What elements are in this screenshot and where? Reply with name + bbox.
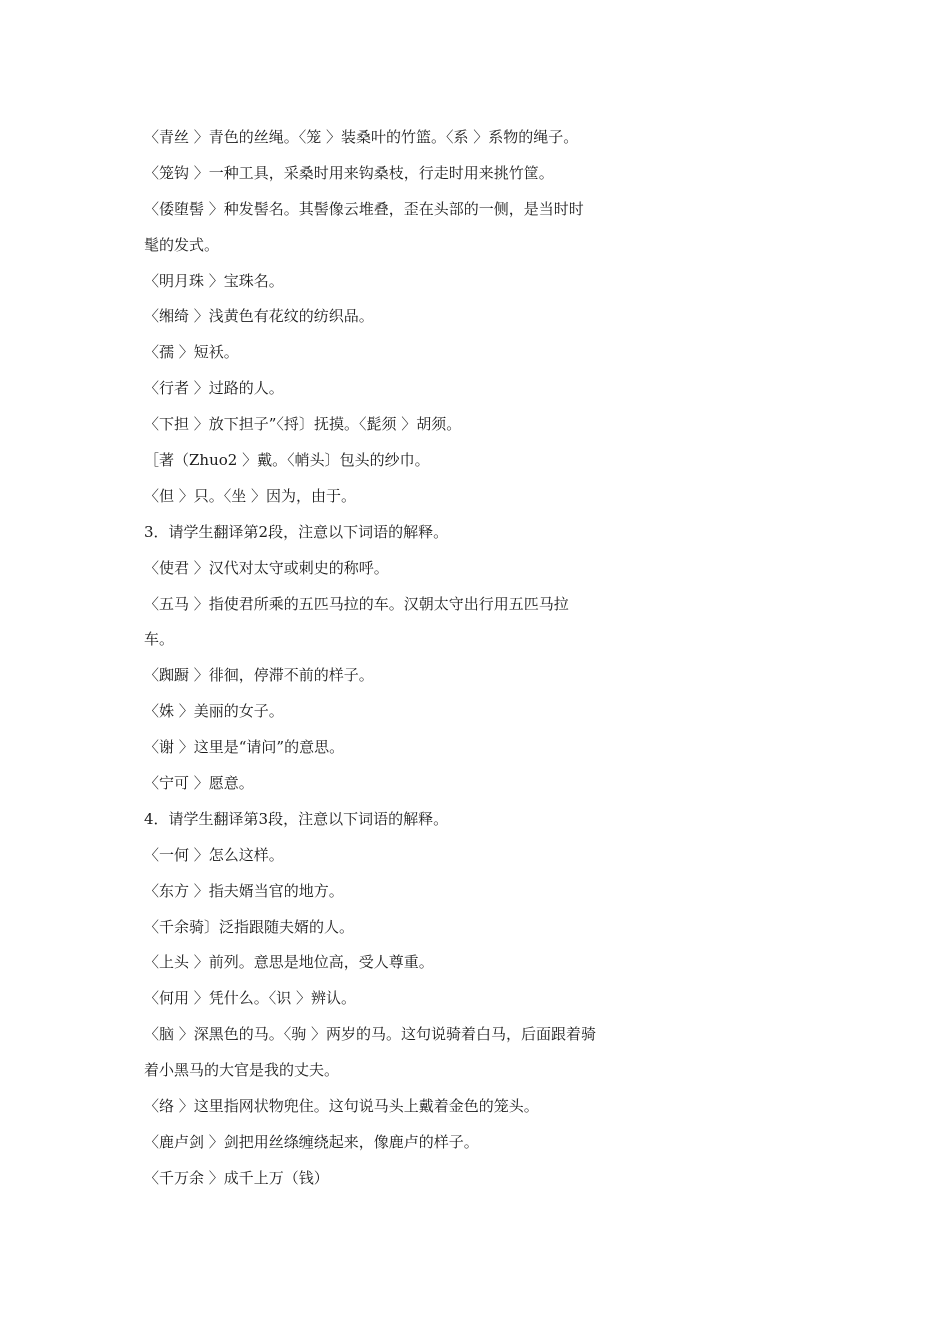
text-line: 〈上头 〉前列。意思是地位高，受人尊重。 xyxy=(144,953,434,972)
text-line: 〈宁可 〉愿意。 xyxy=(144,774,254,793)
text-line: 〈缃绮 〉浅黄色有花纹的纺织品。 xyxy=(144,307,374,326)
text-line: 〈倭堕髻 〉种发髻名。其髻像云堆叠，歪在头部的一侧，是当时时 xyxy=(144,199,584,218)
text-line: 着小黑马的大官是我的丈夫。 xyxy=(144,1061,340,1080)
text-line: 〈但 〉只。〈坐 〉因为，由于。 xyxy=(144,486,357,505)
text-line: 〈五马 〉指使君所乘的五匹马拉的车。汉朝太守出行用五匹马拉 xyxy=(144,594,569,613)
text-line: 〈千余骑〕泛指跟随夫婿的人。 xyxy=(144,917,355,936)
text-line: 〈鹿卢剑 〉剑把用丝绦缠绕起来，像鹿卢的样子。 xyxy=(144,1132,479,1151)
text-line: 〈脑 〉深黑色的马。〈驹 〉两岁的马。这句说骑着白马，后面跟着骑 xyxy=(144,1025,597,1044)
text-line: 〈行者 〉过路的人。 xyxy=(144,379,284,398)
text-line: 〈谢 〉这里是“请问”的意思。 xyxy=(144,738,345,757)
text-line: 〈东方 〉指夫婿当官的地方。 xyxy=(144,881,344,900)
text-line: 车。 xyxy=(144,630,175,649)
text-line: 〈姝 〉美丽的女子。 xyxy=(144,702,284,721)
section-heading: 3．请学生翻译第2段，注意以下词语的解释。 xyxy=(144,522,449,541)
text-line: 〈孺 〉短袄。 xyxy=(144,343,239,362)
text-line: 〈踟蹰 〉徘徊，停滞不前的样子。 xyxy=(144,666,374,685)
text-line: 〈一何 〉怎么这样。 xyxy=(144,845,284,864)
text-line: ［著（Zhuo2 〉戴。〈帩头〕包头的纱巾。 xyxy=(144,451,430,470)
text-line: 〈青丝 〉青色的丝绳。〈笼 〉装桑叶的竹篮。〈系 〉系物的绳子。 xyxy=(144,128,579,146)
text-line: 〈笼钩 〉一种工具，采桑时用来钩桑枝，行走时用来挑竹筐。 xyxy=(144,163,554,182)
text-line: 〈明月珠 〉宝珠名。 xyxy=(144,271,284,290)
text-line: 〈使君 〉汉代对太守或刺史的称呼。 xyxy=(144,558,389,577)
text-line: 〈千万余 〉成千上万（钱） xyxy=(144,1168,329,1187)
document-body xyxy=(144,124,804,1201)
section-heading: 4．请学生翻译第3段，注意以下词语的解释。 xyxy=(144,809,449,828)
text-line: 〈下担 〉放下担子”〈捋〕抚摸。〈髭须 〉胡须。 xyxy=(144,415,462,434)
text-line: 〈何用 〉凭什么。〈识 〉辨认。 xyxy=(144,989,357,1008)
text-line: 〈络 〉这里指网状物兜住。这句说马头上戴着金色的笼头。 xyxy=(144,1097,539,1116)
text-line: 髦的发式。 xyxy=(144,235,220,254)
